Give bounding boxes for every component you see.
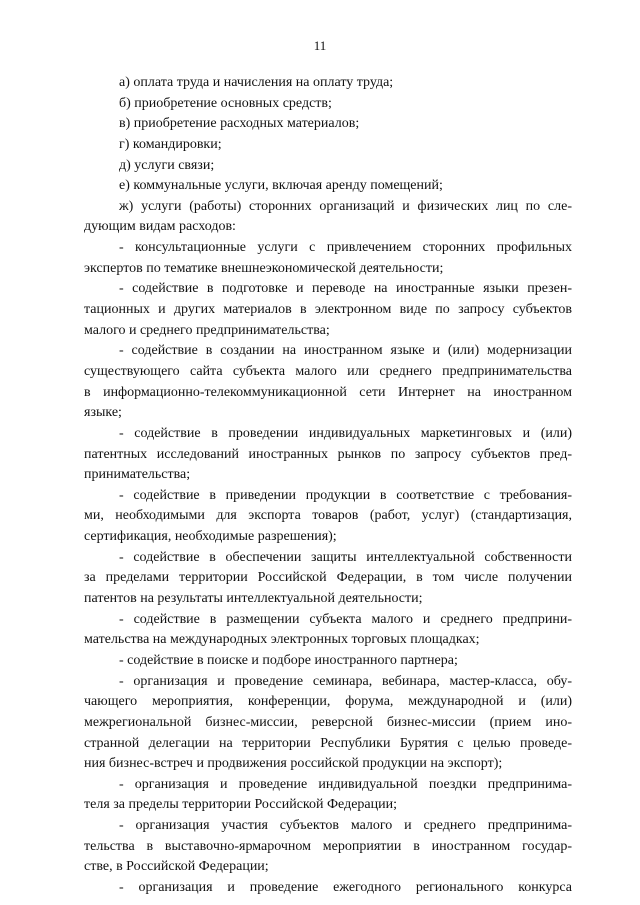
text-line: - консультационные услуги с привлечением сторонних профильных — [119, 240, 572, 256]
text-line: патентов на результаты интеллектуальной деятельности; — [84, 591, 423, 607]
text-line: ми, необходимыми для экспорта товаров (работ, услуг) (стандартизация, — [84, 508, 572, 524]
text-line: принимательства; — [84, 467, 191, 483]
text-line: в информационно-телекоммуникационной сети Интернет на иностранном — [84, 384, 572, 400]
text-line: странной делегации на территории Республики Бурятия с целью проведе- — [84, 735, 572, 751]
text-line: тельства в выставочно-ярмарочном мероприятии в иностранном государ- — [84, 838, 572, 854]
text-line: патентных исследований иностранных рынков по запросу субъектов пред- — [84, 446, 572, 462]
text-line: чающего мероприятия, конференции, форума, международной и (или) — [84, 694, 572, 710]
text-line: тационных и других материалов в электронном виде по запросу субъектов — [84, 302, 572, 318]
text-line: языке; — [84, 405, 122, 421]
text-line: е) коммунальные услуги, включая аренду помещений; — [119, 178, 443, 194]
text-line: - содействие в обеспечении защиты интеллектуальной собственности — [119, 549, 572, 565]
text-line: а) оплата труда и начисления на оплату труда; — [119, 75, 394, 90]
text-line: дующим видам расходов: — [84, 219, 236, 235]
text-line: стве, в Российской Федерации; — [84, 859, 269, 875]
text-line: мательства на международных электронных торговых площадках; — [84, 632, 480, 648]
text-line: - содействие в приведении продукции в соответствие с требования- — [119, 487, 572, 503]
text-line: межрегиональной бизнес-миссии, реверсной бизнес-миссии (прием ино- — [84, 714, 572, 730]
text-line: - содействие в проведении индивидуальных маркетинговых и (или) — [119, 425, 572, 441]
text-line: - содействие в подготовке и переводе на иностранные языки презен- — [119, 281, 572, 297]
text-line: за пределами территории Российской Федерации, в том числе получении — [84, 570, 572, 586]
text-line: - содействие в размещении субъекта малого и среднего предприни- — [119, 611, 572, 627]
text-line: экспертов по тематике внешнеэкономической деятельности; — [84, 260, 444, 276]
text-line: - организация и проведение индивидуальной поездки предпринима- — [119, 776, 572, 792]
text-line: д) услуги связи; — [119, 157, 215, 173]
text-line: малого и среднего предпринимательства; — [84, 322, 330, 338]
document-body — [84, 73, 572, 899]
text-line: г) командировки; — [119, 136, 222, 152]
text-line: в) приобретение расходных материалов; — [119, 116, 360, 132]
text-line: б) приобретение основных средств; — [119, 95, 332, 111]
text-line: ния бизнес-встреч и продвижения российской продукции на экспорт); — [84, 756, 503, 772]
page-number: 11 — [313, 38, 327, 53]
text-line: - организация и проведение семинара, вебинара, мастер-класса, обу- — [119, 673, 572, 689]
text-line: ж) услуги (работы) сторонних организаций и физических лиц по сле- — [119, 198, 572, 214]
text-line: сертификация, необходимые разрешения); — [84, 529, 337, 545]
text-line: - организация и проведение ежегодного регионального конкурса — [119, 879, 572, 895]
text-line: - содействие в создании на иностранном языке и (или) модернизации — [119, 343, 572, 359]
text-line: существующего сайта субъекта малого или среднего предпринимательства — [84, 363, 572, 379]
text-line: - организация участия субъектов малого и среднего предпринима- — [119, 818, 572, 834]
text-line: теля за пределы территории Российской Федерации; — [84, 797, 397, 813]
text-line: - содействие в поиске и подборе иностранного партнера; — [119, 652, 458, 668]
